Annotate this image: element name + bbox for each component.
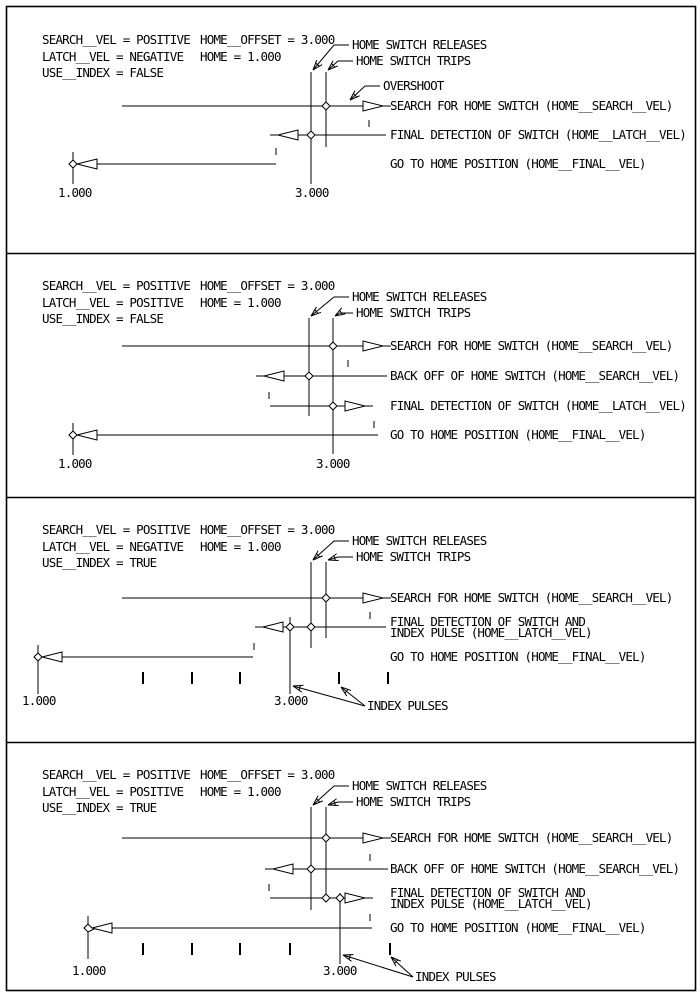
p2-callout-releases: HOME SWITCH RELEASES <box>352 289 487 304</box>
p4-final-arrowhead-right-icon <box>345 893 365 903</box>
p4-param-search-vel: SEARCH__VEL = POSITIVE <box>42 767 190 782</box>
p4-callout-releases: HOME SWITCH RELEASES <box>352 778 487 793</box>
p3-home-marker <box>34 653 42 661</box>
p4-home-arrowhead-left-icon <box>92 923 112 933</box>
p4-step-home: GO TO HOME POSITION (HOME__FINAL__VEL) <box>390 920 646 935</box>
p4-search-arrowhead-right-icon <box>363 833 383 843</box>
p2-final-arrowhead-right-icon <box>345 401 365 411</box>
p4-offset-position-value: 3.000 <box>323 963 357 978</box>
p4-step-final-line2: INDEX PULSE (HOME__LATCH__VEL) <box>390 896 592 911</box>
p3-search-arrowhead-right-icon <box>363 593 383 603</box>
p3-param-latch-vel: LATCH__VEL = NEGATIVE <box>42 539 184 554</box>
p1-param-latch-vel: LATCH__VEL = NEGATIVE <box>42 49 184 64</box>
p1-home-arrowhead-left-icon <box>77 159 97 169</box>
p1-step-search: SEARCH FOR HOME SWITCH (HOME__SEARCH__VEL) <box>390 98 673 113</box>
p1-param-home-offset: HOME__OFFSET = 3.000 <box>200 32 335 47</box>
p2-back-arrowhead-left-icon <box>264 371 284 381</box>
p2-home-marker <box>69 431 77 439</box>
p2-param-home-offset: HOME__OFFSET = 3.000 <box>200 278 335 293</box>
p3-step-home: GO TO HOME POSITION (HOME__FINAL__VEL) <box>390 649 646 664</box>
p2-callout-trips: HOME SWITCH TRIPS <box>356 305 471 320</box>
p1-releases-leader-arrow-icon <box>313 45 349 70</box>
p2-step-search: SEARCH FOR HOME SWITCH (HOME__SEARCH__VEL) <box>390 338 673 353</box>
p4-step-search: SEARCH FOR HOME SWITCH (HOME__SEARCH__VEL) <box>390 830 673 845</box>
p3-callout-releases: HOME SWITCH RELEASES <box>352 533 487 548</box>
p4-index-pulses-label: INDEX PULSES <box>415 969 496 984</box>
p3-offset-position-value: 3.000 <box>274 693 308 708</box>
p3-param-search-vel: SEARCH__VEL = POSITIVE <box>42 522 190 537</box>
p4-home-position-value: 1.000 <box>72 963 106 978</box>
p1-param-home: HOME = 1.000 <box>200 49 281 64</box>
p2-search-arrowhead-right-icon <box>363 341 383 351</box>
p3-callout-trips: HOME SWITCH TRIPS <box>356 549 471 564</box>
p2-back-release-marker <box>305 372 313 380</box>
p2-step-home: GO TO HOME POSITION (HOME__FINAL__VEL) <box>390 427 646 442</box>
p2-param-search-vel: SEARCH__VEL = POSITIVE <box>42 278 190 293</box>
p1-home-position-value: 1.000 <box>58 185 92 200</box>
p4-param-use-index: USE__INDEX = TRUE <box>42 800 157 815</box>
p3-final-release-marker <box>307 623 315 631</box>
p4-back-arrowhead-left-icon <box>273 864 293 874</box>
p2-param-home: HOME = 1.000 <box>200 295 281 310</box>
p1-callout-overshoot: OVERSHOOT <box>383 78 444 93</box>
p1-param-use-index: USE__INDEX = FALSE <box>42 65 164 80</box>
p1-trips-leader-arrow-icon <box>328 61 353 70</box>
p4-callout-trips: HOME SWITCH TRIPS <box>356 794 471 809</box>
p1-search-trip-marker <box>322 102 330 110</box>
p2-home-position-value: 1.000 <box>58 456 92 471</box>
p1-step-home: GO TO HOME POSITION (HOME__FINAL__VEL) <box>390 156 646 171</box>
p4-search-trip-marker <box>322 834 330 842</box>
p2-param-use-index: USE__INDEX = FALSE <box>42 311 164 326</box>
p2-home-arrowhead-left-icon <box>77 430 97 440</box>
p3-trips-leader-arrow-icon <box>328 557 353 560</box>
p1-home-marker <box>69 160 77 168</box>
p3-index-pulses-label: INDEX PULSES <box>367 698 448 713</box>
p4-step-final-line1: FINAL DETECTION OF SWITCH AND <box>390 885 586 900</box>
p4-trips-leader-arrow-icon <box>328 802 353 805</box>
p3-final-index-marker <box>286 623 294 631</box>
p4-final-trip-marker <box>322 894 330 902</box>
p2-trips-leader-arrow-icon <box>335 313 353 316</box>
p2-step-back: BACK OFF OF HOME SWITCH (HOME__SEARCH__VEL) <box>390 368 680 383</box>
p1-overshoot-leader-arrow-icon <box>350 86 380 100</box>
p2-param-latch-vel: LATCH__VEL = POSITIVE <box>42 295 184 310</box>
p3-step-search: SEARCH FOR HOME SWITCH (HOME__SEARCH__VEL) <box>390 590 673 605</box>
p2-offset-position-value: 3.000 <box>316 456 350 471</box>
p3-step-final-line1: FINAL DETECTION OF SWITCH AND <box>390 614 586 629</box>
p1-search-arrowhead-right-icon <box>363 101 383 111</box>
p4-final-index-marker <box>336 894 344 902</box>
p2-final-trip-marker <box>329 402 337 410</box>
p1-callout-trips: HOME SWITCH TRIPS <box>356 53 471 68</box>
p4-param-home-offset: HOME__OFFSET = 3.000 <box>200 767 335 782</box>
p3-final-arrowhead-left-icon <box>263 622 283 632</box>
p3-param-use-index: USE__INDEX = TRUE <box>42 555 157 570</box>
p3-param-home-offset: HOME__OFFSET = 3.000 <box>200 522 335 537</box>
p3-step-final-line2: INDEX PULSE (HOME__LATCH__VEL) <box>390 625 592 640</box>
p2-search-trip-marker <box>329 342 337 350</box>
p4-param-home: HOME = 1.000 <box>200 784 281 799</box>
p1-final-arrowhead-left-icon <box>278 130 298 140</box>
p1-param-search-vel: SEARCH__VEL = POSITIVE <box>42 32 190 47</box>
p1-offset-position-value: 3.000 <box>295 185 329 200</box>
p3-param-home: HOME = 1.000 <box>200 539 281 554</box>
p1-callout-releases: HOME SWITCH RELEASES <box>352 37 487 52</box>
p3-home-position-value: 1.000 <box>22 693 56 708</box>
p4-back-release-marker <box>307 865 315 873</box>
p4-param-latch-vel: LATCH__VEL = POSITIVE <box>42 784 184 799</box>
p4-step-back: BACK OFF OF HOME SWITCH (HOME__SEARCH__VEL) <box>390 861 680 876</box>
p1-step-final: FINAL DETECTION OF SWITCH (HOME__LATCH__VEL) <box>390 127 686 142</box>
p3-home-arrowhead-left-icon <box>42 652 62 662</box>
p3-search-trip-marker <box>322 594 330 602</box>
p1-final-release-marker <box>307 131 315 139</box>
p2-step-final: FINAL DETECTION OF SWITCH (HOME__LATCH__VEL) <box>390 398 686 413</box>
